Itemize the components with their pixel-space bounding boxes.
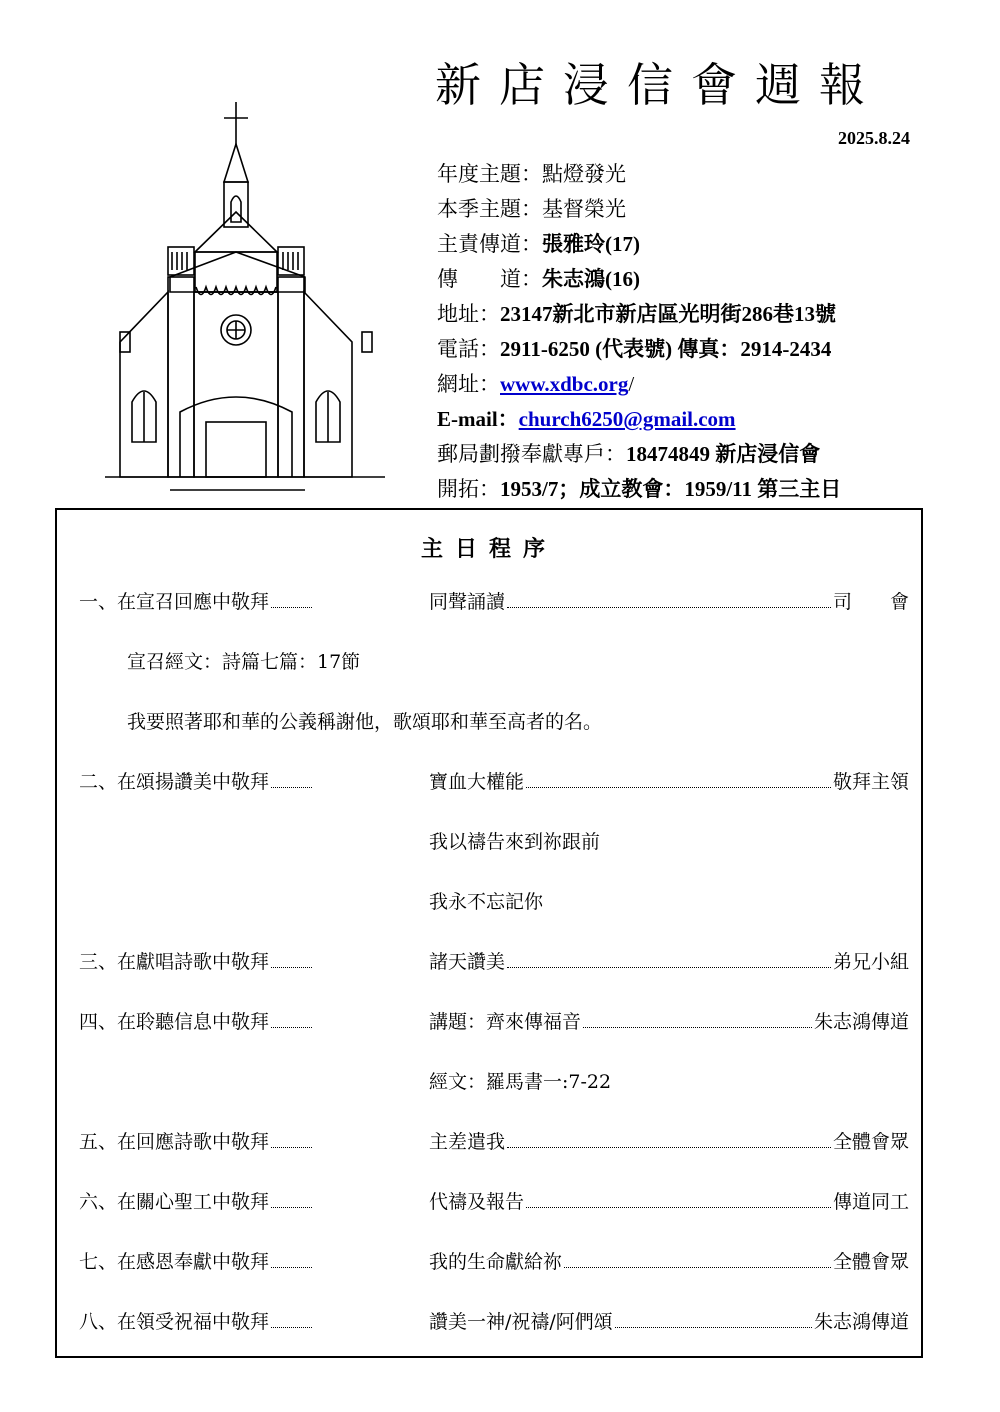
church-illustration (100, 102, 390, 497)
program-leader: 敬拜主領 (832, 771, 909, 793)
program-leader: 朱志鴻傳道 (813, 1011, 909, 1033)
program-note: 宣召經文：詩篇七篇：17節 (127, 651, 361, 673)
address: 地址：23147新北市新店區光明街286巷13號 (437, 302, 836, 326)
email-link[interactable]: church6250@gmail.com (518, 407, 736, 431)
church-info (437, 157, 937, 507)
program-content: 讚美一神/祝禱/阿們頌 (429, 1311, 613, 1333)
season-theme: 本季主題：基督榮光 (437, 197, 626, 221)
lead-pastor: 主責傳道：張雅玲(17) (437, 232, 640, 256)
program-note: 經文：羅馬書一:7-22 (429, 1071, 612, 1093)
program-leader: 全體會眾 (832, 1251, 909, 1273)
phone-fax: 電話：2911-6250 (代表號) 傳真：2914-2434 (437, 337, 832, 361)
website: 網址：www.xdbc.org/ (437, 372, 635, 396)
program-content: 我的生命獻給祢 (429, 1251, 563, 1273)
program-content: 代禱及報告 (429, 1191, 525, 1213)
founding: 開拓：1953/7；成立教會：1959/11 第三主日 (437, 477, 842, 501)
bulletin-date: 2025.8.24 (838, 128, 910, 148)
pastor: 傳 道：朱志鴻(16) (437, 267, 640, 291)
program-section: 二、在頌揚讚美中敬拜 (79, 771, 270, 793)
program-section: 六、在關心聖工中敬拜 (79, 1191, 270, 1213)
order-of-worship (55, 508, 923, 1358)
website-link[interactable]: www.xdbc.org (500, 372, 629, 396)
program-content: 諸天讚美 (429, 951, 506, 973)
program-leader: 弟兄小組 (832, 951, 909, 973)
program-title: 主日程序 (420, 536, 557, 562)
program-content: 寶血大權能 (429, 771, 525, 793)
program-section: 四、在聆聽信息中敬拜 (79, 1011, 270, 1033)
program-leader: 司 會 (832, 591, 909, 613)
program-section: 七、在感恩奉獻中敬拜 (79, 1251, 270, 1273)
program-content: 講題：齊來傳福音 (429, 1011, 582, 1033)
postal-account: 郵局劃撥奉獻專戶：18474849 新店浸信會 (437, 442, 821, 466)
email: E-mail：church6250@gmail.com (437, 407, 736, 431)
bulletin-title: 新店浸信會週報 (435, 58, 883, 112)
program-leader: 全體會眾 (832, 1131, 909, 1153)
program-note: 我以禱告來到祢跟前 (429, 831, 601, 853)
program-section: 五、在回應詩歌中敬拜 (79, 1131, 270, 1153)
program-content: 同聲誦讀 (429, 591, 506, 613)
program-leader: 朱志鴻傳道 (813, 1311, 909, 1333)
program-content: 主差遣我 (429, 1131, 506, 1153)
program-section: 一、在宣召回應中敬拜 (79, 591, 270, 613)
program-section: 八、在領受祝福中敬拜 (79, 1311, 270, 1333)
program-note: 我永不忘記你 (429, 891, 544, 913)
program-note: 我要照著耶和華的公義稱謝他，歌頌耶和華至高者的名。 (127, 711, 603, 733)
annual-theme: 年度主題：點燈發光 (437, 162, 626, 186)
program-section: 三、在獻唱詩歌中敬拜 (79, 951, 270, 973)
program-leader: 傳道同工 (832, 1191, 909, 1213)
